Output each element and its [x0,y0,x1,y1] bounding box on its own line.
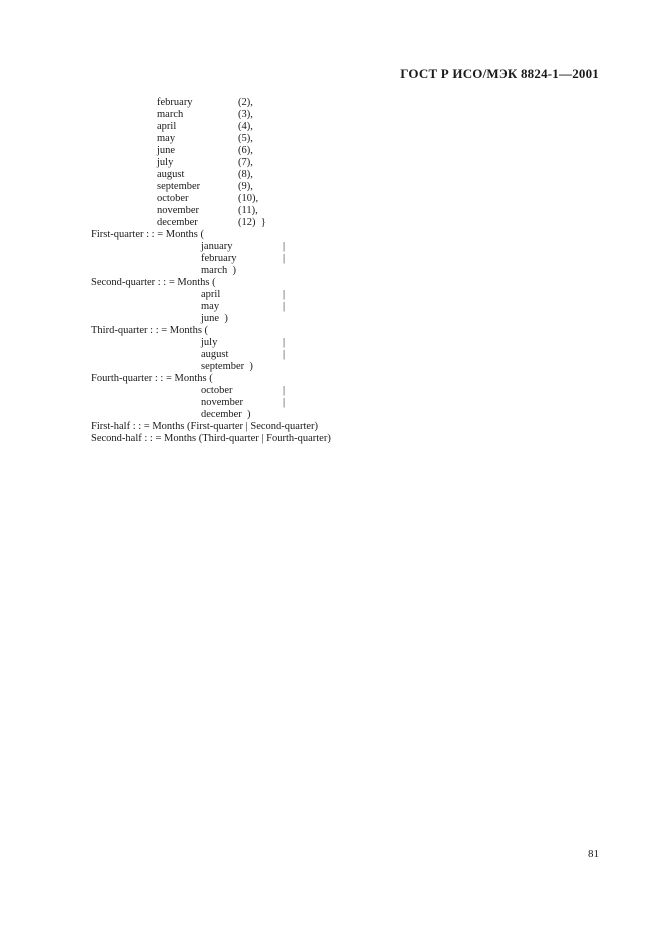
item-name: october [201,385,233,396]
quarter-item [0,397,661,409]
definition-text: Second-quarter : : = Months ( [91,277,216,288]
month-name: february [157,97,193,108]
quarter-definition [0,277,661,289]
quarter-item [0,313,661,325]
quarter-item [0,253,661,265]
month-row [0,121,661,133]
item-name: may [201,301,220,312]
month-value: (7), [238,157,253,168]
item-name: april [201,289,221,300]
item-separator: | [283,349,286,360]
month-row [0,157,661,169]
item-separator: | [283,337,286,348]
quarter-item [0,385,661,397]
quarter-item [0,289,661,301]
item-separator: | [283,289,286,300]
month-value: (8), [238,169,253,180]
definition-text: First-half : : = Months (First-quarter | Second-quarter) [91,421,319,432]
quarter-item [0,409,661,421]
month-name: july [157,157,174,168]
item-name: july [201,337,218,348]
month-row [0,97,661,109]
month-value: (5), [238,133,253,144]
month-value: (12) } [238,217,266,228]
month-name: june [157,145,176,156]
item-separator: | [283,253,286,264]
document-body [0,97,661,445]
month-row [0,109,661,121]
quarter-item [0,361,661,373]
item-separator: | [283,301,286,312]
month-row [0,181,661,193]
item-separator: | [283,241,286,252]
month-row [0,133,661,145]
quarter-item [0,265,661,277]
month-row [0,145,661,157]
month-name: november [157,205,199,216]
month-value: (6), [238,145,253,156]
item-name: august [201,349,229,360]
quarter-item [0,241,661,253]
quarter-item [0,337,661,349]
month-row [0,217,661,229]
month-row [0,169,661,181]
document-header: ГОСТ Р ИСО/МЭК 8824-1—2001 [400,66,599,81]
month-row [0,205,661,217]
month-row [0,193,661,205]
month-name: april [157,121,177,132]
definition-text: First-quarter : : = Months ( [91,229,204,240]
half-definition [0,421,661,433]
month-name: august [157,169,185,180]
item-name: december ) [201,409,251,420]
quarter-item [0,349,661,361]
month-value: (10), [238,193,259,204]
item-name: september ) [201,361,253,372]
month-name: october [157,193,189,204]
month-name: may [157,133,176,144]
month-name: september [157,181,201,192]
item-separator: | [283,397,286,408]
item-name: june ) [201,313,228,324]
item-name: november [201,397,243,408]
quarter-item [0,301,661,313]
quarter-definition [0,229,661,241]
item-name: january [201,241,233,252]
item-name: february [201,253,237,264]
month-value: (3), [238,109,253,120]
month-value: (4), [238,121,253,132]
month-value: (11), [238,205,258,216]
quarter-definition [0,325,661,337]
month-name: march [157,109,184,120]
page-number: 81 [588,848,599,860]
month-value: (2), [238,97,253,108]
item-separator: | [283,385,286,396]
item-name: march ) [201,265,236,276]
month-name: december [157,217,198,228]
definition-text: Fourth-quarter : : = Months ( [91,373,213,384]
month-value: (9), [238,181,253,192]
quarter-definition [0,373,661,385]
definition-text: Second-half : : = Months (Third-quarter | Fourth-quarter) [91,433,331,444]
half-definition [0,433,661,445]
definition-text: Third-quarter : : = Months ( [91,325,209,336]
